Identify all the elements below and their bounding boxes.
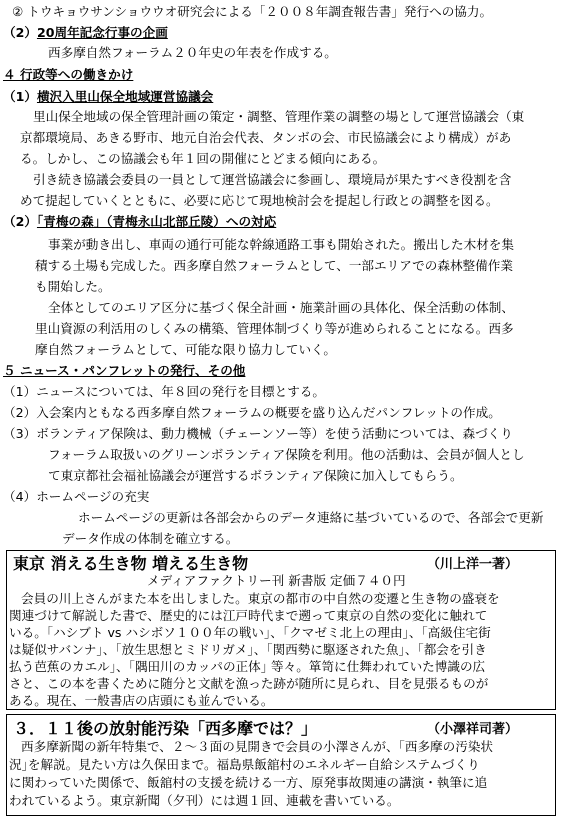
subsection-2-title: 20周年記念行事の企画 (36, 25, 168, 40)
section-4-2-heading (3, 214, 276, 230)
book-body-line: 会員の川上さんがまた本を出しました。東京の都市の中自然の変遷と生き物の盛衰を (21, 591, 500, 606)
book-publisher: メディアファクトリー刊 新書版 定価７４０円 (147, 573, 406, 588)
section-5-heading: ５ ニュース・パンフレットの発行、その他 (3, 363, 246, 378)
paragraph-line: も開始した。 (35, 279, 111, 294)
list-item: （2）入会案内ともなる西多摩自然フォーラムの概要を盛り込んだパンフレットの作成。 (3, 405, 501, 420)
article-body-line: 西多摩新聞の新年特集で、２～３面の見開きで会員の小澤さんが、｢西多摩の汚染状 (21, 739, 494, 754)
list-item-continued: て東京都社会福祉協議会が運営するボランティア保険に加入してもらう。 (48, 468, 463, 483)
paragraph-line: 積する土場も完成した。西多摩自然フォーラムとして、一部エリアでの森林整備作業 (35, 258, 513, 273)
section-4-1-number: （1） (3, 89, 37, 104)
list-item-continued: フォーラム取扱いのグリーンボランティア保険を利用。他の活動は、会員が個人とし (48, 447, 525, 462)
list-item: （4）ホームページの充実 (3, 489, 150, 504)
book-body-line: さと、この本を書くために随分と文献を漁った跡が随所に見られ、目を見張るものが (9, 676, 489, 691)
section-4-2-number: （2） (3, 214, 37, 229)
section-4-1-title: 横沢入里山保全地域運営協議会 (36, 89, 214, 104)
article-body-line: 況｣を解説。見たい方は久保田まで。福島県飯舘村のエネルギー自給システムづくり (9, 757, 480, 772)
article-review-box (6, 714, 556, 816)
article-body-line: われているよう。東京新聞（夕刊）には週１回、連載を書いている。 (9, 793, 400, 808)
paragraph-line: めて提起していくとともに、必要に応じて現地検討会を提起し行政との調整を図る。 (20, 193, 499, 208)
paragraph-line: 摩自然フォーラムとして、可能な限り協力していく。 (35, 342, 336, 357)
subsection-2-number: （2） (3, 25, 37, 40)
paragraph-line: 事業が動き出し、車両の通行可能な幹線通路工事も開始された。搬出した木材を集 (48, 237, 514, 252)
paragraph-line: 里山資源の利活用のしくみの構築、管理体制づくり等が進められることになる。西多 (35, 321, 514, 336)
paragraph-line: る。しかし、この協議会も年１回の開催にとどまる傾向にある。 (20, 151, 386, 166)
book-body-line: は疑似サバンナ｣、｢放生思想とミドリガメ｣、｢関西勢に駆逐された魚｣、｢都会を引き (9, 642, 487, 657)
paragraph-line: 京都環境局、あきる野市、地元自治会代表、タンボの会、市民協議会により構成）があ (20, 130, 512, 145)
section-4-heading: ４ 行政等への働きかけ (3, 67, 134, 82)
article-body-line: に関わっていた関係で、飯舘村の支援を続ける一方、原発事故関連の講演・執筆に追 (9, 775, 488, 790)
list-item-continued: ホームページの更新は各部会からのデータ連絡に基づいているので、各部会で更新 (78, 510, 544, 525)
paragraph-line: 全体としてのエリア区分に基づく保全計画・施業計画の具体化、保全活動の体制、 (48, 300, 514, 315)
subsection-2-text: 西多摩自然フォーラム２０年史の年表を作成する。 (48, 45, 337, 60)
article-title: ３．１１後の放射能汚染「西多摩では？」 (13, 719, 318, 738)
book-title: 東京 消える生き物 増える生き物 (13, 554, 249, 573)
list-item: （1）ニュースについては、年８回の発行を目標とする。 (3, 384, 325, 399)
paragraph-line: 里山保全地域の保全管理計画の策定・調整、管理作業の調整の場として運営協議会（東 (33, 109, 525, 124)
book-author: （川上洋一著） (427, 557, 519, 572)
list-item: （3）ボランティア保険は、動力機械（チェーンソー等）を使う活動については、森づくり (3, 426, 513, 441)
paragraph-line: 引き続き協議会委員の一員として運営協議会に参画し、環境局が果たすべき役割を含 (33, 172, 512, 187)
section-4-2-title: 「青梅の森」（青梅永山北部丘陵）への対応 (36, 214, 277, 229)
protocol-line: ② トウキョウサンショウウオ研究会による「２００８年調査報告書」発行への協力。 (12, 4, 493, 19)
book-body-line: ある。現在、一般書店の店頭にも並んでいる。 (9, 693, 274, 708)
list-item-continued: データ作成の体制を確立する。 (62, 531, 239, 546)
section-4-1-heading (3, 89, 213, 105)
subsection-2-heading (3, 25, 168, 41)
article-author: （小澤祥司著） (427, 722, 519, 737)
book-review-box (6, 550, 556, 710)
book-body-line: いる。｢ハシブト vs ハシボソ１００年の戦い｣、｢クマゼミ北上の理由｣、｢高級住宅街 (9, 625, 491, 640)
book-body-line: 払う芭蕉のカエル｣、｢隅田川のカッパの正体｣ 等々。箪笥に仕舞われていた博識の広 (9, 659, 486, 674)
book-body-line: 関連づけて解説した書で、歴史的には江戸時代まで遡って東京の自然の変化に触れて (9, 608, 488, 623)
